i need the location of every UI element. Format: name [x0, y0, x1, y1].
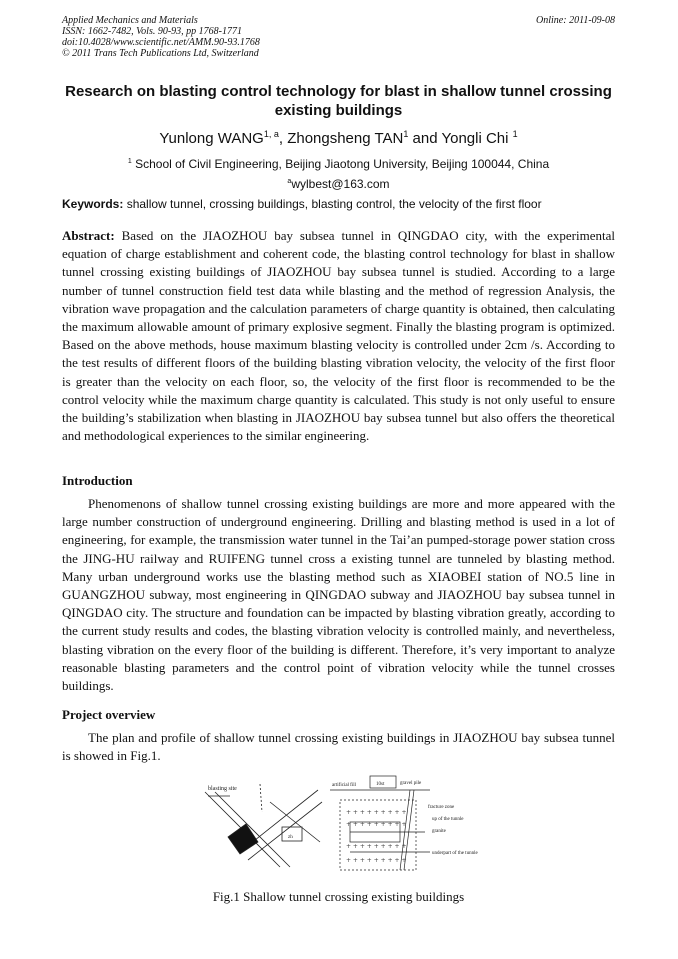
doi-line: doi:10.4028/www.scientific.net/AMM.90-93.1768 — [62, 37, 260, 48]
profile-label-granite: granite — [432, 829, 446, 834]
tunnel-line — [215, 792, 290, 867]
introduction-paragraph: Phenomenons of shallow tunnel crossing existing buildings are more and more appeared with the large number construction of underground engineering. Drilling and blasting method is used in a lot of engineering, for example, the transmission water tunnel in the Tai’an pumped-storage power station cross the JING-HU railway and RUIFENG tunnel cross a existing tunnel are tunneled by blasting method. Many urban underground works use the blasting method such as XIAOBEI station of NO.5 line in GUANGZHOU subway, most engineering in QINGDAO subway and JIAOZHOU bay subsea tunnel in QINGDAO city. The structure and foundation can be impacted by blasting vibration greatly, according to the current study results and codes, the blasting vibration velocity is controlled mainly, and nevertheless, blasting vibration on the every floor of the building is different. Therefore, it’s very important to analyze reasonable blasting parameters and the control point of vibration velocity while the tunnel crosses buildings. — [62, 496, 615, 694]
project-heading: Project overview — [62, 707, 156, 722]
profile-label-underpart-of-tunnle: underpart of the tunnle — [432, 851, 478, 856]
copyright-line: © 2011 Trans Tech Publications Ltd, Switzerland — [62, 48, 259, 59]
project-paragraph: The plan and profile of shallow tunnel crossing existing buildings in JIAOZHOU bay subsea tunnel is showed in Fig.1. — [62, 730, 615, 764]
abstract — [62, 227, 615, 445]
affiliation — [62, 153, 615, 193]
issn-line: ISSN: 1662-7482, Vols. 90-93, pp 1768-1771 — [62, 26, 242, 37]
hatch-mark: + + + + + + + + + — [346, 809, 407, 816]
email-sup: a — [287, 178, 292, 185]
building-block — [228, 824, 258, 854]
figure-1-drawing — [200, 772, 500, 882]
author-separator: , — [278, 130, 288, 147]
keywords — [62, 196, 615, 212]
profile-label-fracture-zone: fracture zone — [428, 805, 455, 810]
journal-name: Applied Mechanics and Materials — [62, 15, 198, 26]
hatch-mark: + + + + + + + + + — [346, 821, 407, 828]
plan-label-blasting-site: blasting site — [208, 786, 237, 792]
author-sup: 1, a — [263, 129, 279, 139]
author-email: wylbest@163.com — [291, 177, 390, 191]
affiliation-text: School of Civil Engineering, Beijing Jiaotong University, Beijing 100044, China — [135, 157, 550, 171]
email-line — [62, 173, 615, 193]
author-name: Yunlong WANG — [159, 130, 264, 147]
road-line — [248, 802, 322, 860]
abstract-text: Based on the JIAOZHOU bay subsea tunnel in QINGDAO city, with the experimental equation of charge establishment and coherent code, the blasting control technology for blast in shallow tunnel crossing existing buildings of JIAOZHOU bay subsea tunnel is studied. According to a large number of tunnel construction field test data while blasting and the method of regression Analysis, the vibration wave propagation and the calculation parameters of charge quantity is obtained, then calculating the maximum allowable amount of primary explosive segment. Finally the blasting program is optimized. Based on the above methods, house maximum blasting velocity is controlled under 2cm /s. According to the test results of different floors of the building blasting vibration velocity, the velocity of the first floor is greater than the velocity on each floor, so, the velocity of the first floor is recommended to be the control velocity while the maximum charge quantity is calculated. This study is not only useful to ensure the building’s stabilization when blasting in JIAOZHOU bay subsea tunnel but also offers the theoretical and methodological experiences to the similar engineering. — [62, 228, 615, 444]
paper-title: Research on blasting control technology for blast in shallow tunnel crossing existing buildings — [65, 83, 612, 119]
keywords-label: Keywords: — [62, 197, 124, 211]
hatch-mark: + + + + + + + + + — [346, 857, 407, 864]
figure-1 — [200, 772, 500, 882]
plan-view — [205, 784, 322, 867]
profile-label-up-of-tunnle: up of the tunnle — [432, 817, 464, 822]
granite-hatch — [346, 809, 407, 864]
abstract-label: Abstract: — [62, 228, 115, 243]
profile-label-storey: 10st — [376, 782, 385, 787]
author-list — [62, 125, 615, 148]
running-header — [62, 15, 615, 59]
plan-label-building: zh — [288, 835, 293, 840]
keywords-text: shallow tunnel, crossing buildings, blasting control, the velocity of the first floor — [126, 197, 542, 211]
profile-label-artificial-fill: artificial fill — [332, 783, 357, 788]
dashed-line — [260, 784, 262, 812]
affiliation-line — [62, 153, 615, 173]
author-name: and Yongli Chi — [408, 130, 513, 147]
author-sup: 1 — [403, 129, 409, 139]
introduction-heading: Introduction — [62, 473, 133, 488]
affiliation-sup: 1 — [127, 158, 132, 165]
author-name: Zhongsheng TAN — [287, 130, 404, 147]
profile-label-gravel-pile: gravel pile — [400, 781, 422, 786]
hatch-mark: + + + + + + + + + — [346, 843, 407, 850]
author-sup: 1 — [512, 129, 518, 139]
online-date: Online: 2011-09-08 — [536, 15, 615, 26]
figure-caption: Fig.1 Shallow tunnel crossing existing buildings — [212, 889, 465, 904]
